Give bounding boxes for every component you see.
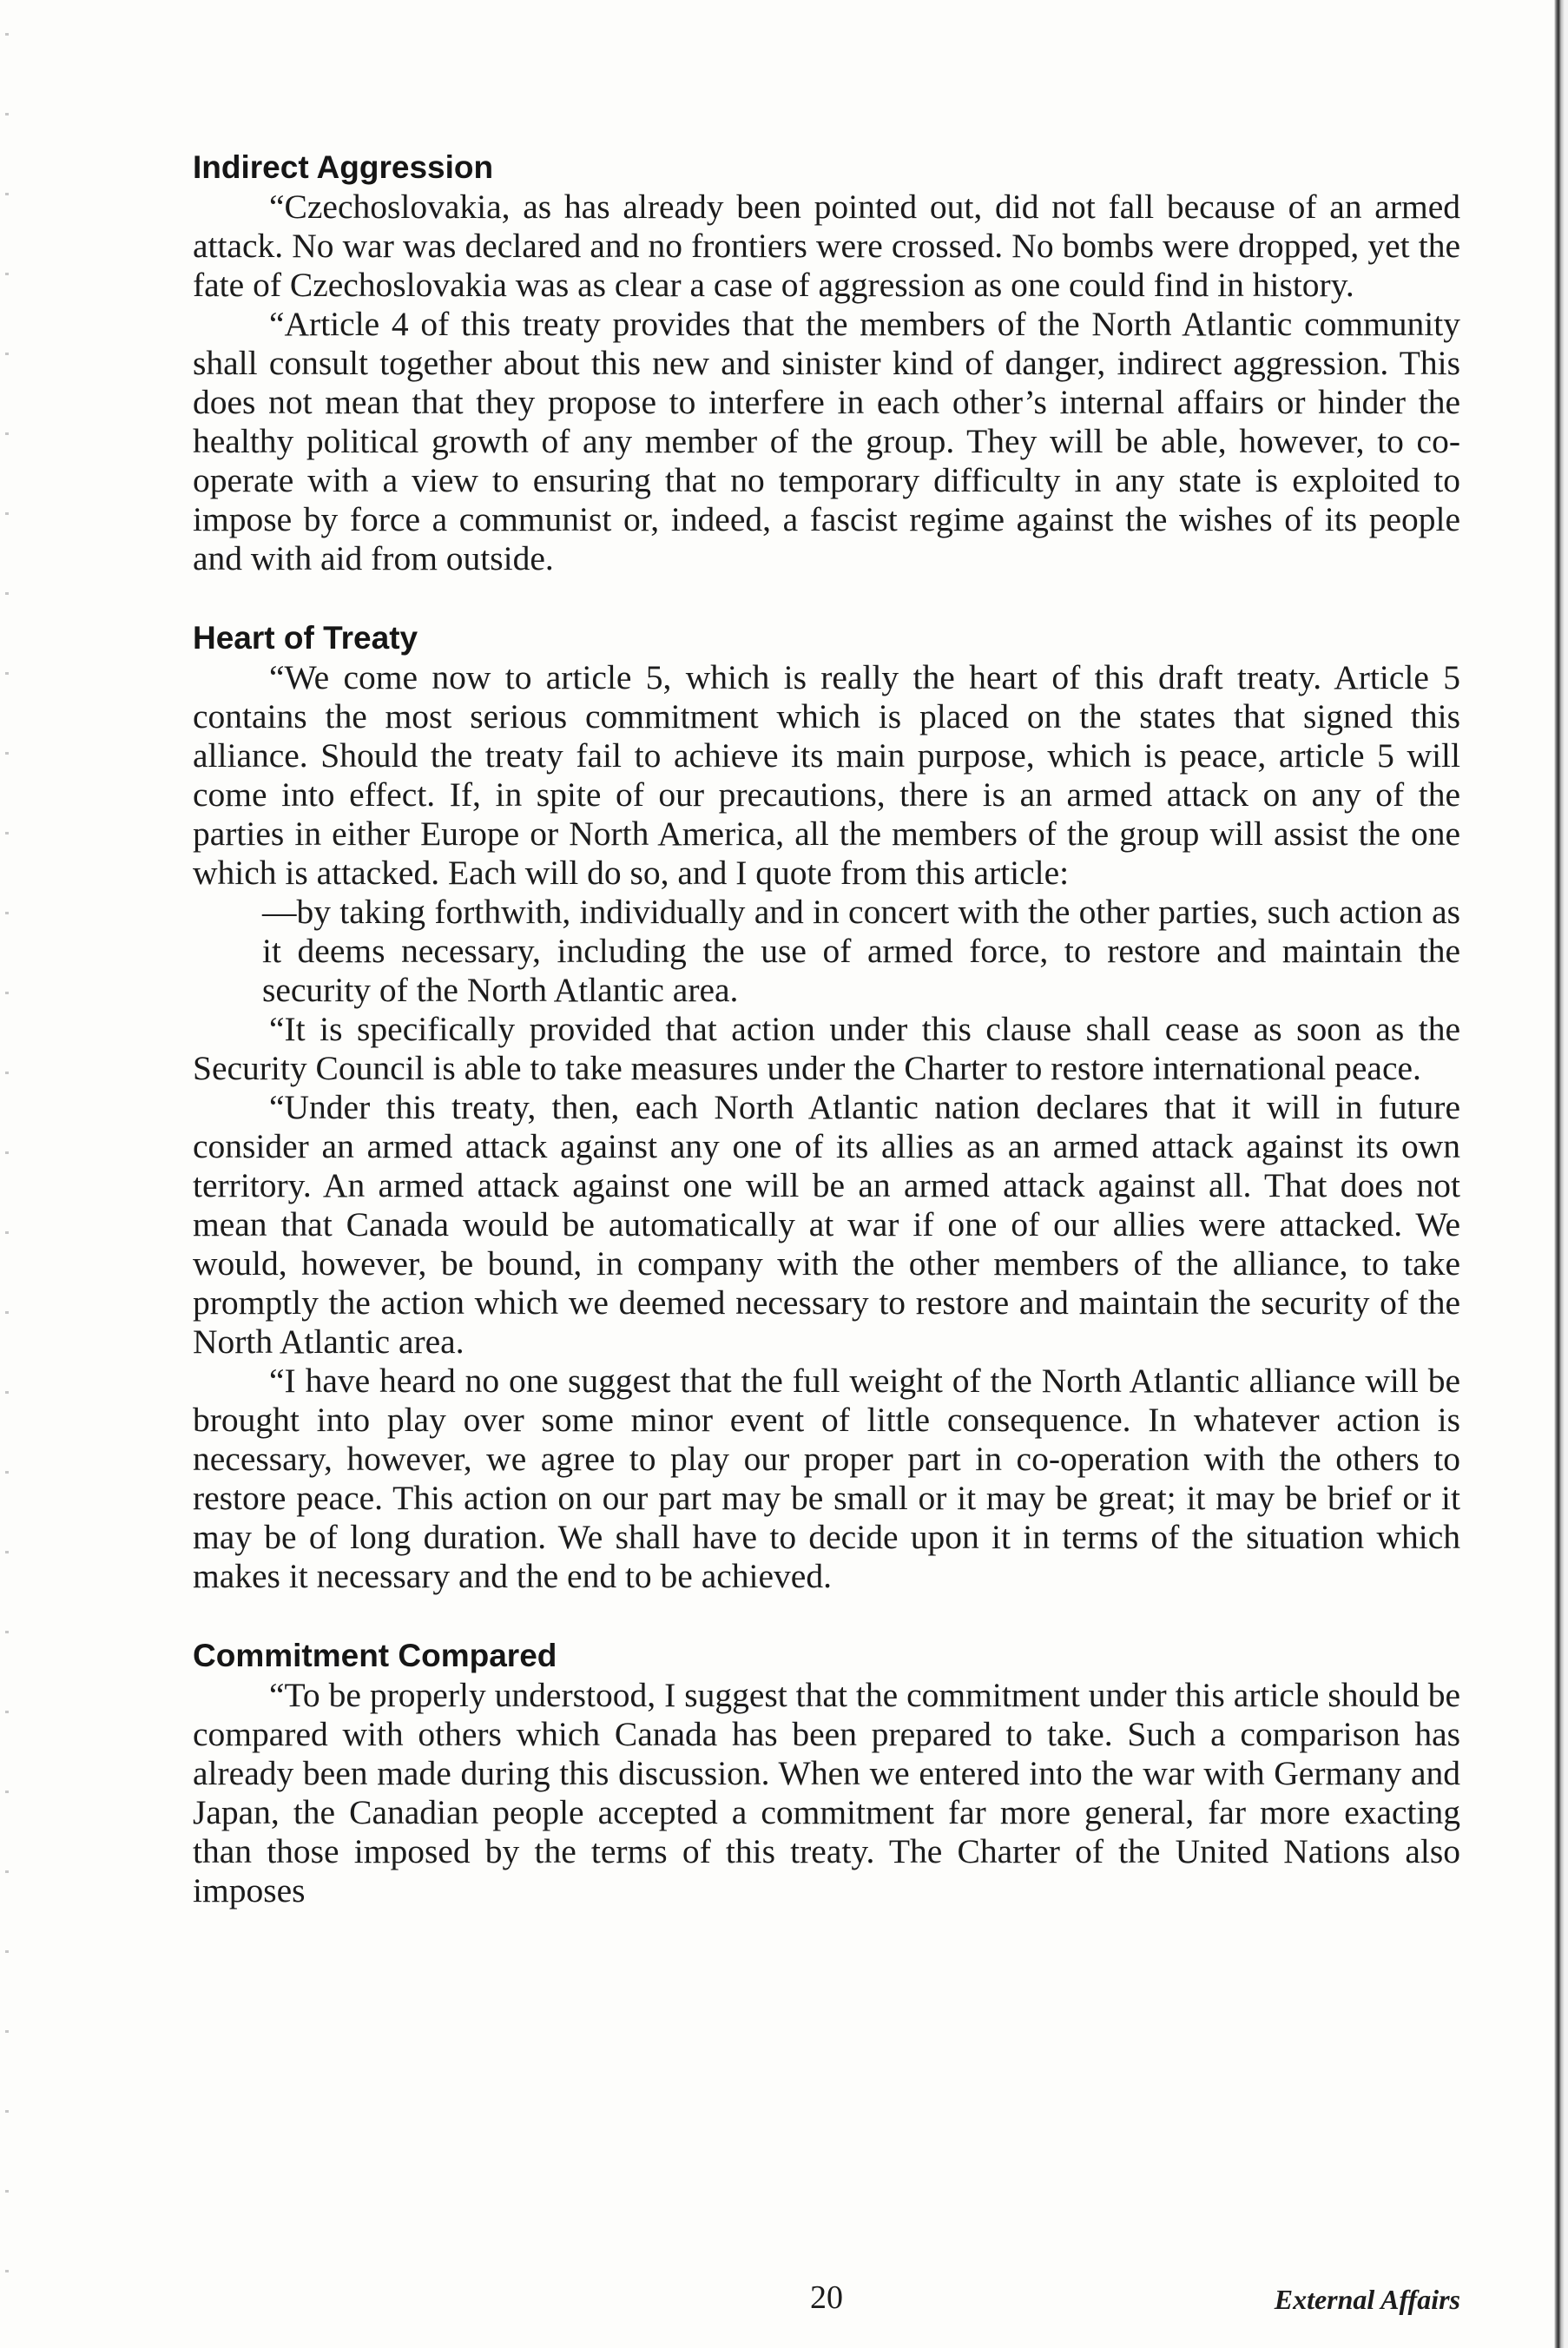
paragraph: “I have heard no one suggest that the full weight of the North Atlantic alliance will be brought into play over some minor event of little consequence. In whatever action is necessary, however, we agree to play our proper part in co-operation with the others to restore peace. This action on our part may be small or it may be great; it may be brief or it may be of long duration. We shall have to decide upon it in terms of the situation which makes it necessary and the end to be achieved. xyxy=(193,1362,1460,1595)
paragraph: “We come now to article 5, which is really the heart of this draft treaty. Article 5 contains the most serious commitment which is placed on the states that signed this alliance. Should the treaty fail to achieve its main purpose, which is peace, article 5 will come into effect. If, in spite of our precautions, there is an armed attack on any of the parties in either Europe or North America, all the members of the group will assist the one which is attacked. Each will do so, and I quote from this article: xyxy=(193,658,1460,892)
block-quote: —by taking forthwith, individually and in concert with the other parties, such action as it deems necessary, including the use of armed force, to restore and maintain the security of the North Atlantic area. xyxy=(262,893,1460,1009)
article-body xyxy=(193,148,1460,1910)
section-heading: Heart of Treaty xyxy=(193,620,418,656)
page-number: 20 xyxy=(810,2279,843,2316)
section-indirect-aggression xyxy=(193,148,1460,578)
section-commitment-compared xyxy=(193,1636,1460,1910)
paragraph: “Czechoslovakia, as has already been pointed out, did not fall because of an armed attack. No war was declared and no frontiers were crossed. No bombs were dropped, yet the fate of Czechoslovakia was as clear a case of aggression as one could find in history. xyxy=(193,188,1460,304)
page-footer xyxy=(193,2277,1460,2320)
page-binding-edge xyxy=(1533,0,1568,2348)
paragraph: “To be properly understood, I suggest that the commitment under this article should be compared with others which Canada has been prepared to take. Such a comparison has already been made during this discussion. When we entered into the war with Germany and Japan, the Canadian people accepted a commitment far more general, far more exacting than those imposed by the terms of this treaty. The Charter of the United Nations also imposes xyxy=(193,1676,1460,1909)
section-heading: Commitment Compared xyxy=(193,1638,557,1673)
publication-title: External Affairs xyxy=(1274,2284,1460,2315)
paragraph: “It is specifically provided that action under this clause shall cease as soon as the Security Council is able to take measures under the Charter to restore international peace. xyxy=(193,1010,1460,1087)
paragraph: “Under this treaty, then, each North Atlantic nation declares that it will in future consider an armed attack against any one of its allies as an armed attack against its own territory. An armed attack against one will be an armed attack against all. That does not mean that Canada would be automatically at war if one of our allies were attacked. We would, however, be bound, in company with the other members of the alliance, to take promptly the action which we deemed necessary to restore and maintain the security of the North Atlantic area. xyxy=(193,1088,1460,1361)
paragraph: “Article 4 of this treaty provides that the members of the North Atlantic community shall consult together about this new and sinister kind of danger, indirect aggression. This does not mean that they propose to interfere in each other’s internal affairs or hinder the healthy political growth of any member of the group. They will be able, however, to co-operate with a view to ensuring that no temporary difficulty in any state is exploited to impose by force a communist or, indeed, a fascist regime against the wishes of its people and with aid from outside. xyxy=(193,305,1460,577)
section-heart-of-treaty xyxy=(193,618,1460,1596)
section-heading: Indirect Aggression xyxy=(193,149,494,185)
scan-edge-specks xyxy=(5,0,9,2348)
